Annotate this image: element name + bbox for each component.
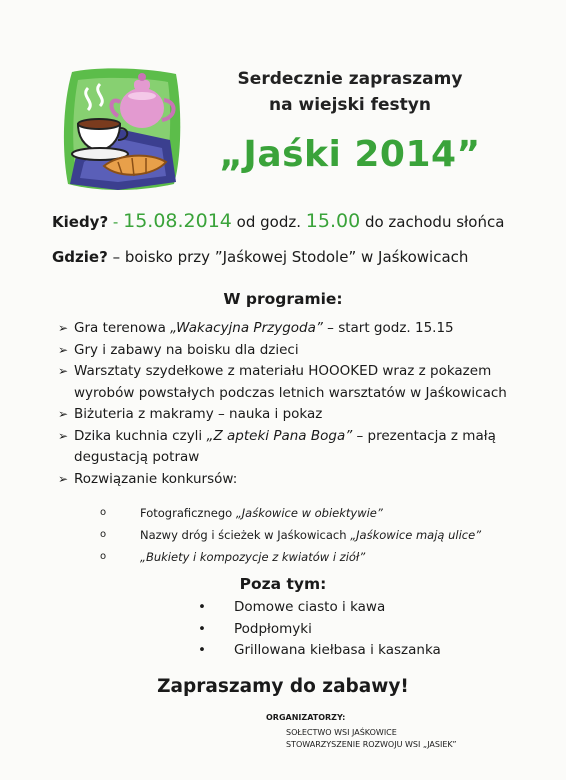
item-text: Biżuteria z makramy – nauka i pokaz bbox=[74, 406, 323, 422]
event-title: „Jaśki 2014” bbox=[219, 134, 481, 175]
list-item bbox=[58, 318, 538, 340]
organizers-names bbox=[286, 727, 457, 751]
invitation-line: Serdecznie zapraszamy bbox=[237, 69, 463, 89]
contest-item bbox=[100, 502, 481, 524]
invitation-line: na wiejski festyn bbox=[269, 95, 431, 115]
dot-icon: • bbox=[198, 599, 206, 615]
teapot-cup-croissant-icon bbox=[58, 66, 184, 194]
extra-text: Grillowana kiełbasa i kaszanka bbox=[234, 642, 441, 658]
event-time: 15.00 bbox=[305, 210, 361, 232]
item-emphasis: „Z apteki Pana Boga” bbox=[206, 427, 353, 444]
contest-text: Fotograficznego bbox=[140, 506, 236, 520]
contest-name: „Bukiety i kompozycje z kwiatów i ziół” bbox=[140, 550, 366, 564]
program-heading: W programie: bbox=[223, 290, 343, 308]
organizer-name: STOWARZYSZENIE ROZWOJU WSI „JASIEK” bbox=[286, 740, 457, 749]
list-item bbox=[58, 361, 538, 383]
item-text: Warsztaty szydełkowe z materiału HOOOKED wraz z pokazem bbox=[74, 363, 492, 379]
organizer-name: SOŁECTWO WSI JAŚKOWICE bbox=[286, 728, 397, 737]
dot-icon: • bbox=[198, 642, 206, 658]
item-text: wyrobów powstałych podczas letnich warsztatów w Jaśkowicach bbox=[74, 384, 507, 401]
item-text: – start godz. 15.15 bbox=[322, 320, 454, 336]
arrow-right-icon: ➢ bbox=[58, 471, 69, 486]
extra-item bbox=[198, 619, 441, 641]
contest-item bbox=[100, 524, 481, 546]
list-item bbox=[58, 340, 538, 362]
where-text: – boisko przy ”Jaśkowej Stodole” w Jaśkowicach bbox=[107, 248, 469, 266]
item-text: – prezentacja z małą bbox=[352, 427, 496, 444]
arrow-right-icon: ➢ bbox=[58, 364, 69, 378]
when-separator: - bbox=[108, 213, 124, 231]
contest-text: Nazwy dróg i ścieżek w Jaśkowicach bbox=[140, 528, 351, 542]
contest-item bbox=[100, 546, 481, 568]
circle-icon: o bbox=[100, 529, 107, 540]
dot-icon: • bbox=[198, 620, 206, 637]
extra-item bbox=[198, 640, 441, 662]
call-to-action: Zapraszamy do zabawy! bbox=[157, 676, 409, 697]
extra-text: Podpłomyki bbox=[234, 620, 312, 637]
list-item bbox=[58, 426, 538, 448]
invitation-text bbox=[200, 66, 500, 118]
when-label: Kiedy? bbox=[52, 213, 109, 231]
list-item bbox=[58, 469, 538, 491]
organizers-label: ORGANIZATORZY: bbox=[266, 713, 346, 722]
item-text: degustacją potraw bbox=[74, 449, 200, 465]
circle-icon: o bbox=[100, 551, 107, 562]
where-label: Gdzie? bbox=[52, 248, 108, 266]
list-item-continuation bbox=[58, 447, 538, 469]
extra-text: Domowe ciasto i kawa bbox=[234, 599, 386, 615]
list-item-continuation bbox=[58, 383, 538, 405]
list-item bbox=[58, 404, 538, 426]
contest-name: „Jaśkowice w obiektywie” bbox=[235, 506, 383, 520]
circle-icon: o bbox=[100, 507, 107, 518]
item-emphasis: „Wakacyjna Przygoda” bbox=[170, 320, 323, 336]
program-list bbox=[58, 318, 538, 490]
arrow-right-icon: ➢ bbox=[58, 428, 69, 443]
when-line bbox=[52, 210, 504, 232]
until-text: do zachodu słońca bbox=[360, 213, 505, 231]
extra-item bbox=[198, 597, 441, 619]
extras-list bbox=[198, 597, 441, 662]
item-text: Gra terenowa bbox=[74, 320, 171, 336]
arrow-right-icon: ➢ bbox=[58, 321, 69, 335]
item-text: Dzika kuchnia czyli bbox=[74, 427, 207, 444]
item-text: Gry i zabawy na boisku dla dzieci bbox=[74, 341, 299, 358]
extras-heading: Poza tym: bbox=[239, 575, 327, 593]
where-line bbox=[52, 248, 468, 266]
contest-name: „Jaśkowice mają ulice” bbox=[350, 528, 482, 542]
item-text: Rozwiązanie konkursów: bbox=[74, 470, 238, 487]
from-text: od godz. bbox=[231, 213, 306, 231]
event-date: 15.08.2014 bbox=[123, 210, 232, 232]
contest-list bbox=[100, 502, 481, 568]
arrow-right-icon: ➢ bbox=[58, 342, 69, 357]
arrow-right-icon: ➢ bbox=[58, 407, 69, 421]
